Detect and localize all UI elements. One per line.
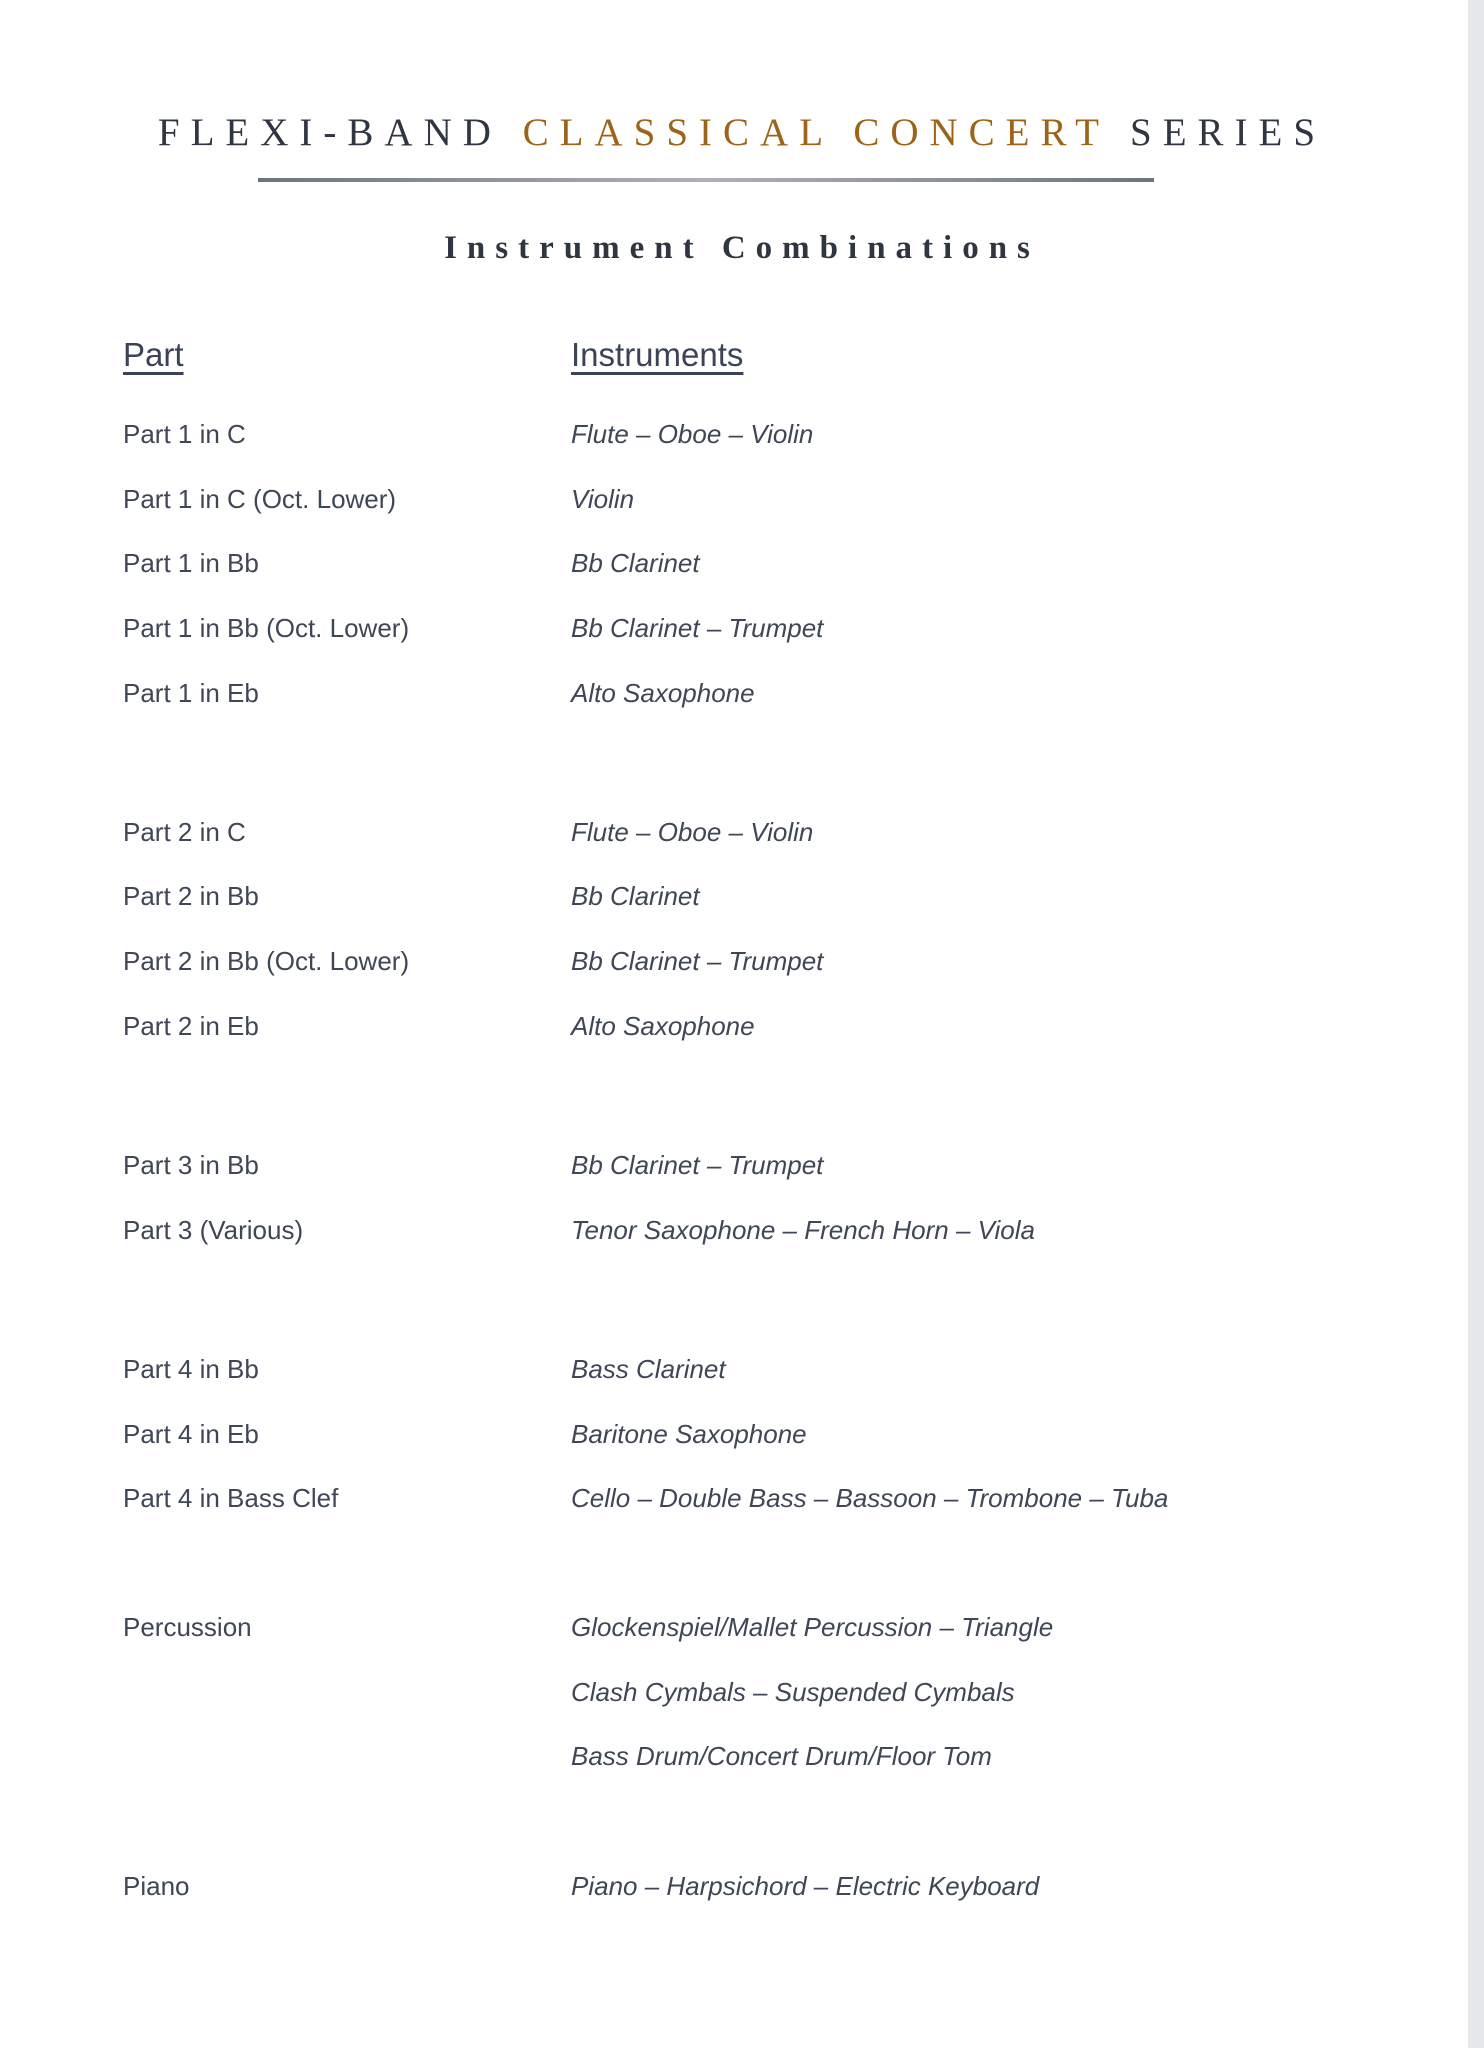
series-title-accent: CLASSICAL CONCERT: [522, 111, 1110, 154]
combination-row: [0, 479, 1484, 519]
combination-row: [0, 876, 1484, 916]
part-label: Part 1 in Eb: [123, 678, 259, 708]
instrument-list: Glockenspiel/Mallet Percussion – Triangle: [571, 1612, 1054, 1642]
combination-row: [0, 673, 1484, 713]
part-label: Piano: [123, 1871, 190, 1901]
instrument-list: Flute – Oboe – Violin: [571, 419, 814, 449]
combination-row: [0, 812, 1484, 852]
part-label: Part 2 in C: [123, 817, 246, 847]
combination-row: [0, 1349, 1484, 1389]
combination-row: [0, 1607, 1484, 1647]
part-label: Part 4 in Eb: [123, 1419, 259, 1449]
instrument-list: Piano – Harpsichord – Electric Keyboard: [571, 1871, 1040, 1901]
instrument-list: Baritone Saxophone: [571, 1419, 807, 1449]
part-label: Part 4 in Bass Clef: [123, 1483, 339, 1513]
combination-row: [0, 1736, 1484, 1776]
part-label: Part 1 in C (Oct. Lower): [123, 484, 397, 514]
part-label: Part 3 in Bb: [123, 1150, 259, 1180]
part-label: Part 2 in Bb (Oct. Lower): [123, 946, 410, 976]
instrument-list: Bass Drum/Concert Drum/Floor Tom: [571, 1741, 992, 1771]
part-label: Part 2 in Eb: [123, 1011, 259, 1041]
part-label: Part 2 in Bb: [123, 881, 259, 911]
instrument-list: Violin: [571, 484, 635, 514]
instruments-column-header: Instruments: [571, 336, 744, 373]
instrument-list: Bb Clarinet – Trumpet: [571, 613, 824, 643]
part-label: Part 4 in Bb: [123, 1354, 259, 1384]
part-label: Part 3 (Various): [123, 1215, 304, 1245]
instrument-list: Flute – Oboe – Violin: [571, 817, 814, 847]
series-title: [0, 110, 1484, 155]
page-subtitle: Instrument Combinations: [444, 230, 1040, 266]
instrument-list: Clash Cymbals – Suspended Cymbals: [571, 1677, 1015, 1707]
instrument-list: Tenor Saxophone – French Horn – Viola: [571, 1215, 1035, 1245]
combination-row: [0, 1478, 1484, 1518]
part-column-header: Part: [123, 336, 184, 373]
combination-row: [0, 1145, 1484, 1185]
combination-row: [0, 414, 1484, 454]
part-label: Part 1 in C: [123, 419, 246, 449]
series-title-post: SERIES: [1130, 111, 1327, 154]
title-divider: [258, 178, 1154, 182]
instrument-list: Bb Clarinet – Trumpet: [571, 1150, 824, 1180]
combination-row: [0, 1006, 1484, 1046]
part-label: Percussion: [123, 1612, 252, 1642]
instrument-list: Bb Clarinet: [571, 548, 700, 578]
instrument-list: Bb Clarinet – Trumpet: [571, 946, 824, 976]
series-title-pre: FLEXI-BAND: [157, 111, 502, 154]
part-label: Part 1 in Bb (Oct. Lower): [123, 613, 410, 643]
combination-row: [0, 1672, 1484, 1712]
combination-row: [0, 608, 1484, 648]
combination-row: [0, 1210, 1484, 1250]
combination-row: [0, 543, 1484, 583]
combination-row: [0, 1866, 1484, 1906]
combination-row: [0, 1414, 1484, 1454]
instrument-list: Bb Clarinet: [571, 881, 700, 911]
instrument-list: Alto Saxophone: [571, 678, 755, 708]
combination-row: [0, 941, 1484, 981]
instrument-list: Bass Clarinet: [571, 1354, 726, 1384]
part-label: Part 1 in Bb: [123, 548, 259, 578]
instrument-list: Cello – Double Bass – Bassoon – Trombone – Tuba: [571, 1483, 1169, 1513]
instrument-list: Alto Saxophone: [571, 1011, 755, 1041]
